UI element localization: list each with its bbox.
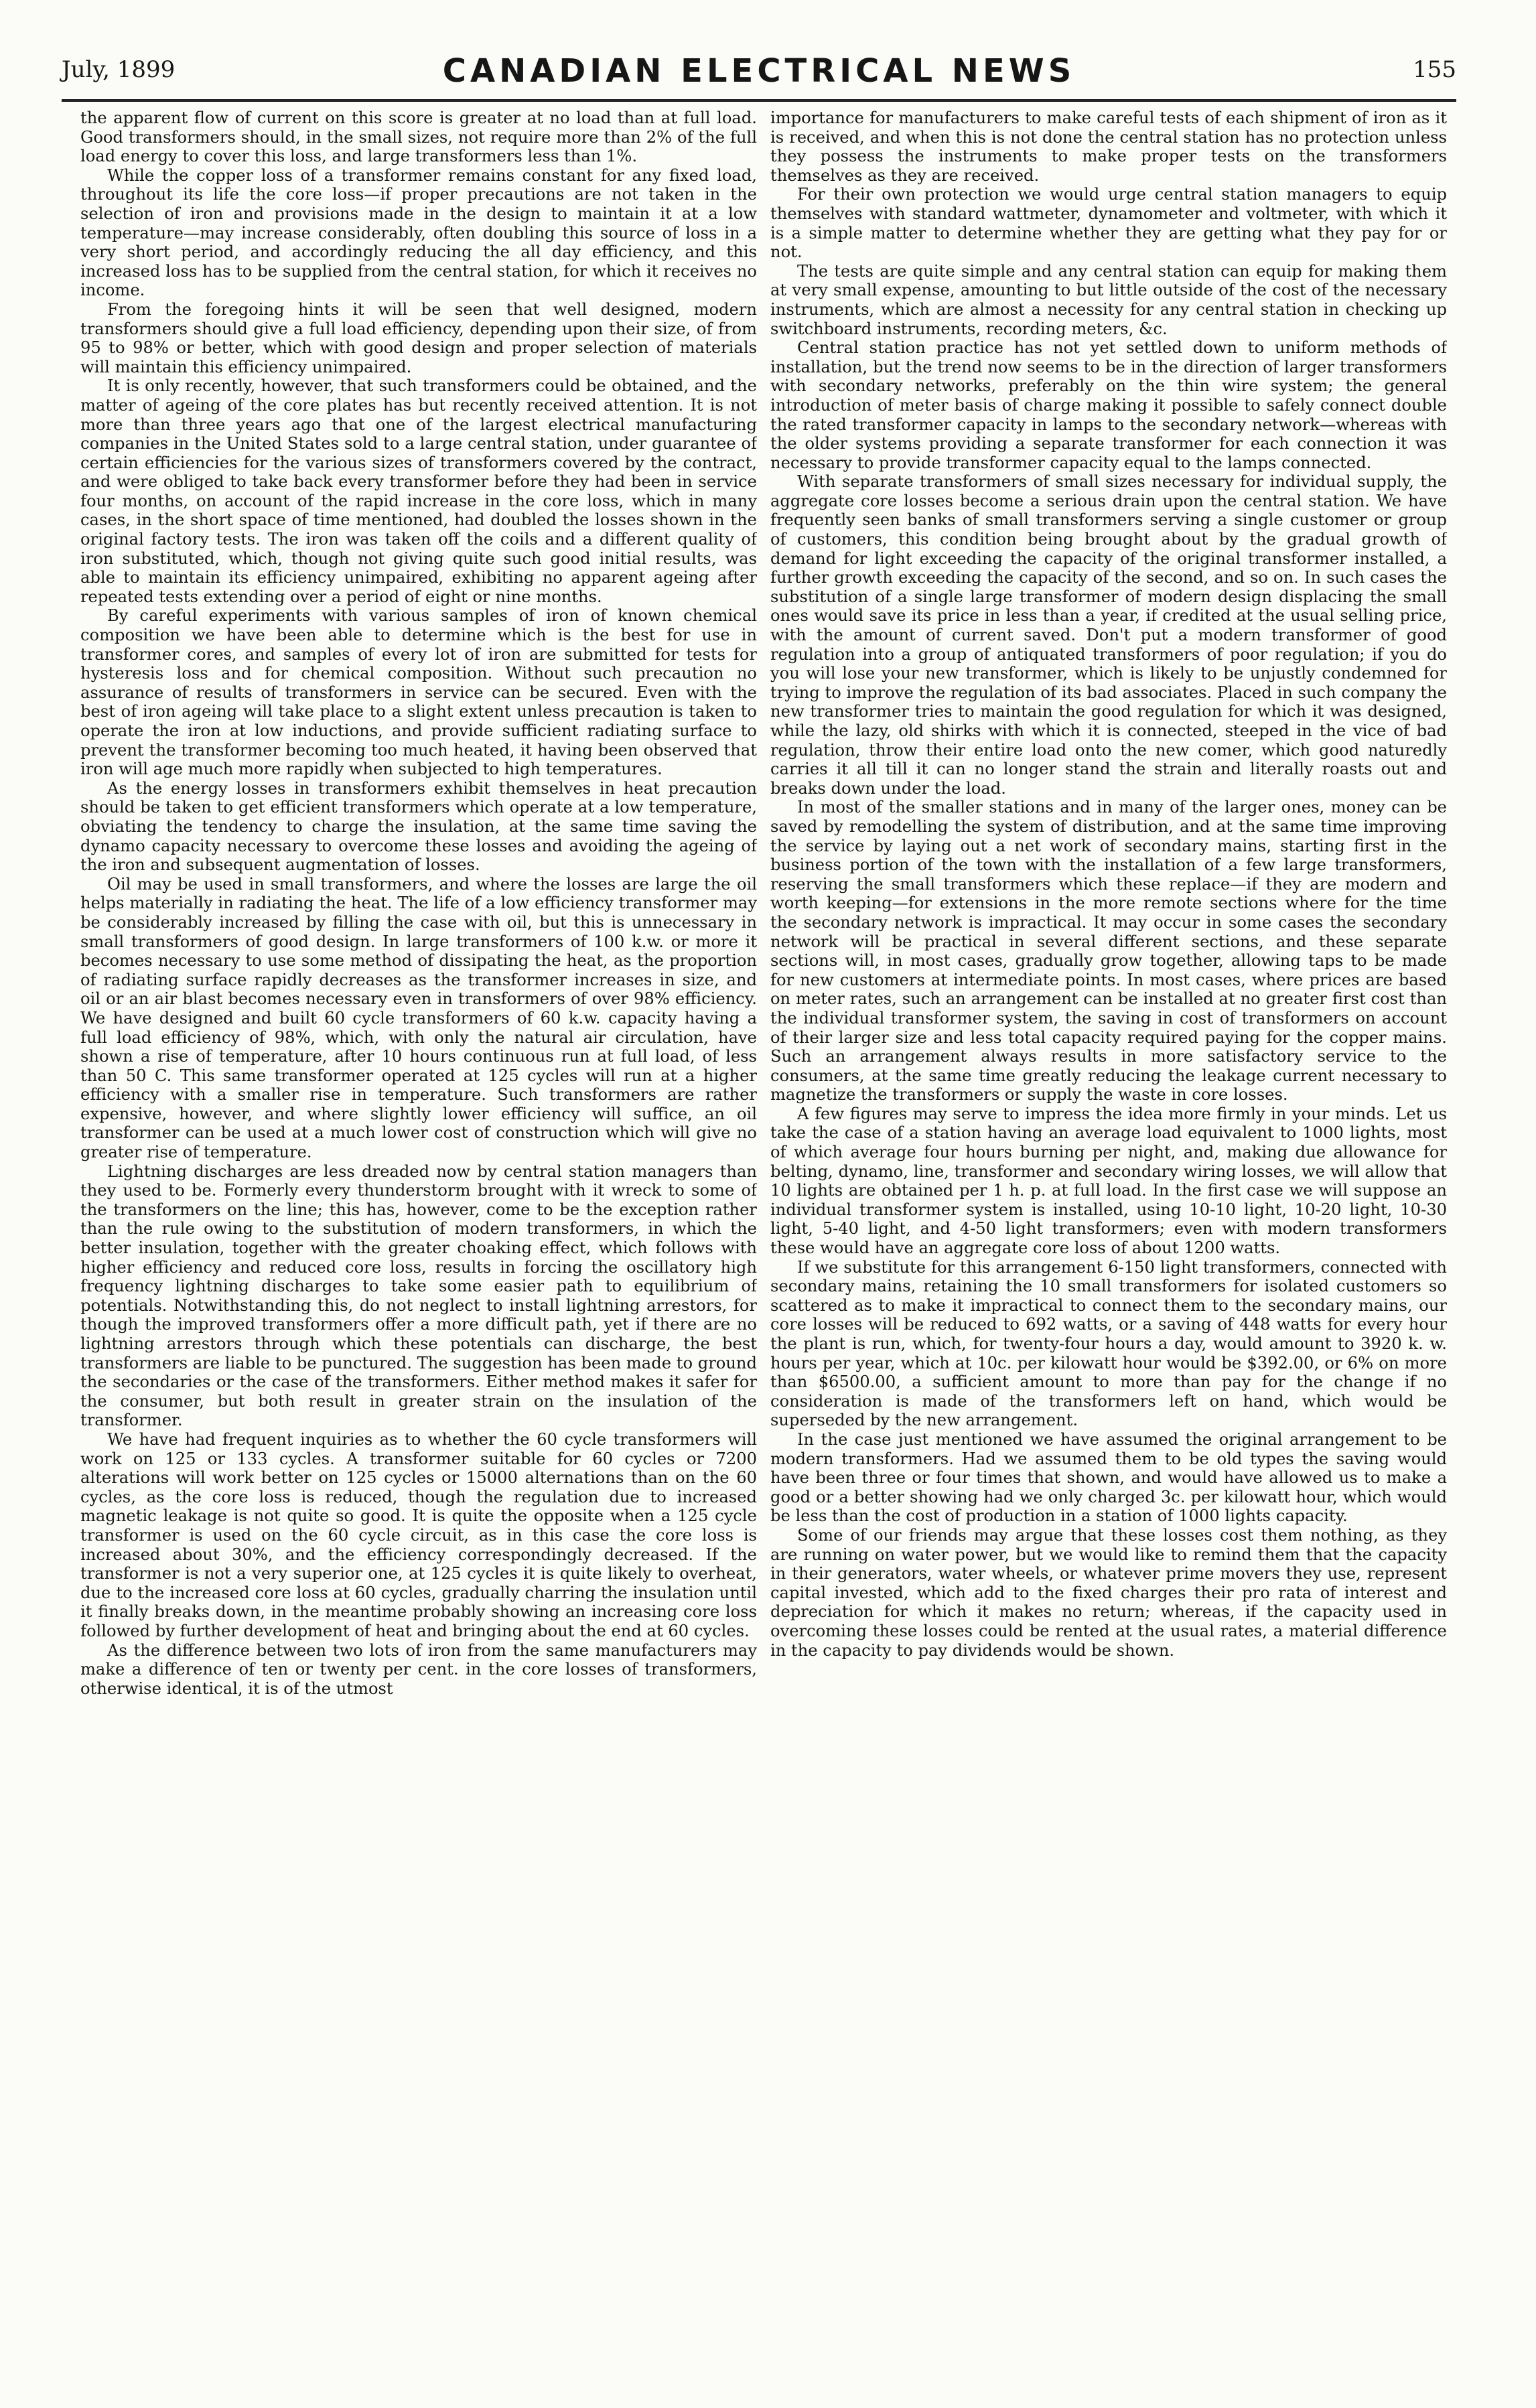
paragraph: If we substitute for this arrangement 6-150 light transformers, connected with secondary mains, retaining the 10 small transformers for isolated customers so scattered as to make it impractical to connect them to the secondary mains, our core losses will be reduced to 692 watts, or a saving of 448 watts for every hour the plant is run, which, for twenty-four hours a day, would amount to 3920 k. w. hours per year, which at 10c. per kilowatt hour would be $392.00, or 6% on more than $6500.00, a sufficient amount to more than pay for the change if no consideration is made of the transformers left on hand, which would be superseded by the new arrangement. <box>770 1257 1447 1430</box>
paragraph: The tests are quite simple and any central station can equip for making them at very small expense, amounting to but little outside of the cost of the necessary instruments, which are almost a necessity for any central station in checking up switchboard instruments, recording meters, &c. <box>770 261 1447 338</box>
paragraph: With separate transformers of small sizes necessary for individual supply, the aggregate core losses become a serious drain upon the central station. We have frequently seen banks of small transformers serving a single customer or group of customers, this condition being brought about by the gradual growth of demand for light exceeding the capacity of the original transformer installed, a further growth exceeding the capacity of the second, and so on. In such cases the substitution of a single large transformer of modern design displacing the small ones would save its price in less than a year, if credited at the usual selling price, with the amount of current saved. Don't put a modern transformer of good regulation into a group of antiquated transformers of poor regulation; if you do you will lose your new transformer, which is likely to be unjustly condemned for trying to improve the regulation of its bad associates. Placed in such company the new transformer tries to maintain the good regulation for which it was designed, while the lazy, old shirks with which it is connected, steeped in the vice of bad regulation, throw their entire load onto the new comer, which good naturedly carries it all till it can no longer stand the strain and literally roasts out and breaks down under the load. <box>770 472 1447 798</box>
paragraph: the apparent flow of current on this score is greater at no load than at full load. Good transformers should, in the small sizes, not require more than 2% of the full load energy to cover this loss, and large transformers less than 1%. <box>80 109 757 166</box>
paragraph: By careful experiments with various samples of iron of known chemical composition we have been able to determine which is the best for use in transformer cores, and samples of every lot of iron are submitted for tests for hysteresis loss and for chemical composition. Without such precaution no assurance of results of transformers in service can be secured. Even with the best of iron ageing will take place to a slight extent unless precaution is taken to operate the iron at low inductions, and provide sufficient radiating surface to prevent the transformer becoming too much heated, it having been observed that iron will age much more rapidly when subjected to high temperatures. <box>80 606 757 779</box>
paragraph: A few figures may serve to impress the idea more firmly in your minds. Let us take the case of a station having an average load equivalent to 1000 lights, most of which average four hours burning per night, and, making due allowance for belting, dynamo, line, transformer and secondary wiring losses, we will allow that 10 lights are obtained per 1 h. p. at full load. In the first case we will suppose an individual transformer system is installed, using 10-10 light, 10-20 light, 10-30 light, 5-40 light, and 4-50 light transformers; even with modern transformers these would have an aggregate core loss of about 1200 watts. <box>770 1104 1447 1258</box>
issue-date: July, 1899 <box>62 56 176 83</box>
paragraph: As the energy losses in transformers exhibit themselves in heat precaution should be taken to get efficient transformers which operate at a low temperature, obviating the tendency to charge the insulation, at the same time saving the dynamo capacity necessary to overcome these losses and avoiding the ageing of the iron and subsequent augmentation of losses. <box>80 778 757 875</box>
publication-title: CANADIAN ELECTRICAL NEWS <box>442 52 1076 90</box>
paragraph: It is only recently, however, that such transformers could be obtained, and the matter of ageing of the core plates has but recently received attention. It is not more than three years ago that one of the largest electrical manufacturing companies in the United States sold to a large central station, under guarantee of certain efficiencies for the various sizes of transformers covered by the contract, and were obliged to take back every transformer before they had been in service four months, on account of the rapid increase in the core loss, which in many cases, in the short space of time mentioned, had doubled the losses shown in the original factory tests. The iron was taken off the coils and a different quality of iron substituted, which, though not giving quite such good initial results, was able to maintain its efficiency unimpaired, exhibiting no apparent ageing after repeated tests extending over a period of eight or nine months. <box>80 376 757 606</box>
right-column <box>770 109 1447 2386</box>
paragraph: In most of the smaller stations and in many of the larger ones, money can be saved by remodelling the system of distribution, and at the same time improving the service by laying out a net work of secondary mains, starting first in the business portion of the town with the installation of a few large transformers, reserving the small transformers which these replace—if they are modern and worth keeping—for extensions in the more remote sections where for the time the secondary network is impractical. It may occur in some cases the secondary network will be practical in several different sections, and these separate sections will, in most cases, gradually grow together, allowing taps to be made for new customers at intermediate points. In most cases, where prices are based on meter rates, such an arrangement can be installed at no greater first cost than the individual transformer system, the saving in cost of transformers on account of their larger size and less total capacity required paying for the copper mains. Such an arrangement always results in more satisfactory service to the consumers, at the same time greatly reducing the leakage current necessary to magnetize the transformers or supply the waste in core losses. <box>770 798 1447 1105</box>
paragraph: For their own protection we would urge central station managers to equip themselves with standard wattmeter, dynamometer and voltmeter, with which it is a simple matter to determine whether they are getting what they pay for or not. <box>770 185 1447 262</box>
paragraph: As the difference between two lots of iron from the same manufacturers may make a difference of ten or twenty per cent. in the core losses of transformers, otherwise identical, it is of the utmost <box>80 1640 757 1698</box>
paragraph: importance for manufacturers to make careful tests of each shipment of iron as it is received, and when this is not done the central station has no protection unless they possess the instruments to make proper tests on the transformers themselves as they are received. <box>770 109 1447 185</box>
paragraph: Central station practice has not yet settled down to uniform methods of installation, but the trend now seems to be in the direction of larger transformers with secondary networks, preferably on the thin wire system; the general introduction of meter basis of charge making it possible to safely connect double the rated transformer capacity in lamps to the secondary network—whereas with the older systems providing a separate transformer for each connection it was necessary to provide transformer capacity equal to the lamps connected. <box>770 338 1447 472</box>
page-header <box>62 52 1456 102</box>
paragraph: Lightning discharges are less dreaded now by central station managers than they used to be. Formerly every thunderstorm brought with it wreck to some of the transformers on the line; this has, however, come to be the exception rather than the rule owing to the substitution of modern transformers, in which the better insulation, together with the greater choaking effect, which follows with higher efficiency and reduced core loss, results in forcing the oscillatory high frequency lightning discharges to take some easier path to equilibrium of potentials. Notwithstanding this, do not neglect to install lightning arrestors, for though the improved transformers offer a more difficult path, yet if there are no lightning arrestors through which these potentials can discharge, the best transformers are liable to be punctured. The suggestion has been made to ground the secondaries or the case of the transformers. Either method makes it safer for the consumer, but both result in greater strain on the insulation of the transformer. <box>80 1161 757 1430</box>
paragraph: In the case just mentioned we have assumed the original arrangement to be modern transformers. Had we assumed them to be old types the saving would have been three or four times that shown, and would have allowed us to make a good or a better showing had we only charged 3c. per kilowatt hour, which would be less than the cost of production in a station of 1000 lights capacity. <box>770 1429 1447 1526</box>
paragraph: Some of our friends may argue that these losses cost them nothing, as they are running on water power, but we would like to remind them that the capacity in their generators, water wheels, or whatever prime movers they use, represent capital invested, which add to the fixed charges their pro rata of interest and depreciation for which it makes no return; whereas, if the capacity used in overcoming these losses could be rented at the usual rates, a material difference in the capacity to pay dividends would be shown. <box>770 1525 1447 1660</box>
paragraph: We have had frequent inquiries as to whether the 60 cycle transformers will work on 125 or 133 cycles. A transformer suitable for 60 cycles or 7200 alterations will work better on 125 cycles or 15000 alternations than on the 60 cycles, as the core loss is reduced, though the regulation due to increased magnetic leakage is not quite so good. It is quite the opposite when a 125 cycle transformer is used on the 60 cycle circuit, as in this case the core loss is increased about 30%, and the efficiency correspondingly decreased. If the transformer is not a very superior one, at 125 cycles it is quite likely to overheat, due to the increased core loss at 60 cycles, gradually charring the insulation until it finally breaks down, in the meantime probably showing an increasing core loss followed by further development of heat and bringing about the end at 60 cycles. <box>80 1429 757 1640</box>
paragraph: Oil may be used in small transformers, and where the losses are large the oil helps materially in radiating the heat. The life of a low efficiency transformer may be considerably increased by filling the case with oil, but this is unnecessary in small transformers of good design. In large transformers of 100 k.w. or more it becomes necessary to use some method of dissipating the heat, as the proportion of radiating surface rapidly decreases as the transformer increases in size, and oil or an air blast becomes necessary even in transformers of over 98% efficiency. We have designed and built 60 cycle transformers of 60 k.w. capacity having a full load efficiency of 98%, which, with only the natural air circulation, have shown a rise of temperature, after 10 hours continuous run at full load, of less than 50 C. This same transformer operated at 125 cycles will run at a higher efficiency with a smaller rise in temperature. Such transformers are rather expensive, however, and where slightly lower efficiency will suffice, an oil transformer can be used at a much lower cost of construction which will give no greater rise of temperature. <box>80 874 757 1162</box>
page-number: 155 <box>1413 56 1456 83</box>
paragraph: From the foregoing hints it will be seen that well designed, modern transformers should give a full load efficiency, depending upon their size, of from 95 to 98% or better, which with good design and proper selection of materials will maintain this efficiency unimpaired. <box>80 299 757 376</box>
left-column <box>80 109 757 2386</box>
paragraph: While the copper loss of a transformer remains constant for any fixed load, throughout its life the core loss—if proper precautions are not taken in the selection of iron and provisions made in the design to maintain it at a low temperature—may increase considerably, often doubling this source of loss in a very short period, and accordingly reducing the all day efficiency, and this increased loss has to be supplied from the central station, for which it receives no income. <box>80 165 757 300</box>
